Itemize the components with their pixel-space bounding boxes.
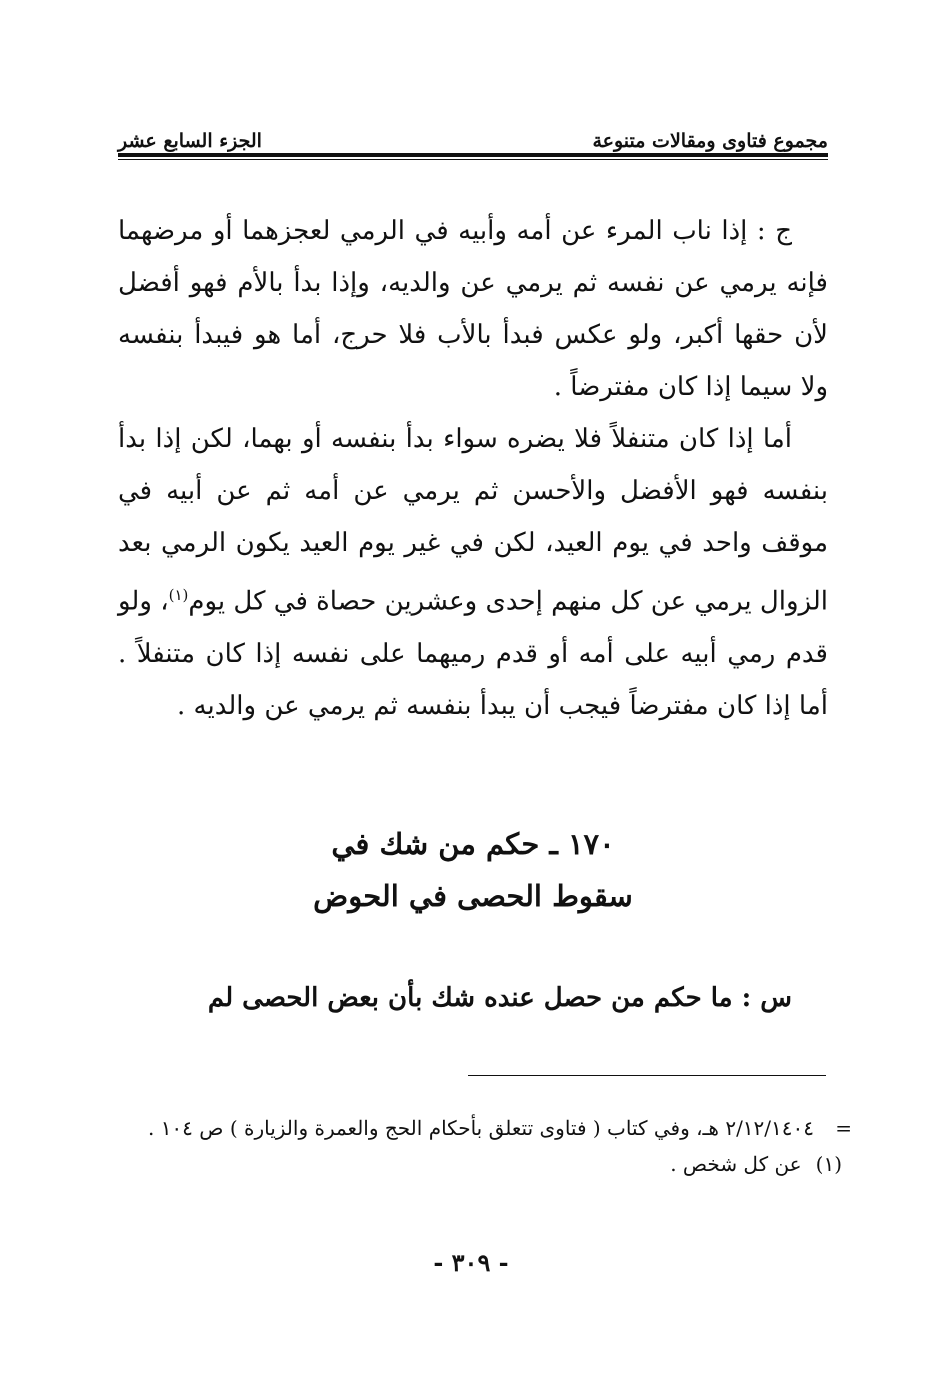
second-paragraph [118, 413, 828, 732]
footnote-continuation [112, 1110, 852, 1146]
book-title: مجموع فتاوى ومقالات متنوعة [592, 130, 828, 152]
section-title [118, 818, 828, 922]
volume-label: الجزء السابع عشر [118, 130, 262, 152]
footnote-reference: (١) [168, 586, 189, 604]
footnote-separator [468, 1075, 826, 1076]
page-number: - ٣٠٩ - [433, 1248, 509, 1277]
running-header [118, 118, 828, 152]
section-title-line-2: سقوط الحصى في الحوض [313, 879, 633, 913]
second-paragraph-end: ، ولو قدم رمي أبيه على أمه أو قدم رميهما على نفسه إذا كان متنفلاً . أما إذا كان مفترضاً فيجب أن يبدأ بنفسه ثم يرمي عن والديه . [118, 586, 828, 721]
footnote-1 [112, 1146, 852, 1182]
question-text: س : ما حكم من حصل عنده شك بأن بعض الحصى لم [207, 983, 792, 1013]
main-text [118, 205, 828, 732]
header-rule-thin [118, 159, 828, 160]
header-rule-thick [118, 153, 828, 157]
continuation-mark: = [835, 1116, 852, 1140]
section-title-line-1: ١٧٠ ـ حكم من شك في [331, 827, 615, 861]
footnote-1-text: عن كل شخص . [670, 1152, 802, 1176]
footnote-1-number: (١) [815, 1152, 842, 1176]
footnotes [112, 1110, 852, 1182]
second-paragraph-start: أما إذا كان متنفلاً فلا يضره سواء بدأ بنفسه أو بهما، لكن إذا بدأ بنفسه فهو الأفضل والأحسن ثم يرمي عن أمه ثم عن أبيه في موقف واحد في يوم العيد، لكن في غير يوم العيد يكون الرمي بعد الزوال يرمي عن كل منهم إحدى وعشرين حصاة في كل يوم [118, 424, 828, 617]
continuation-text: ٢/١٢/١٤٠٤ هـ، وفي كتاب ( فتاوى تتعلق بأحكام الحج والعمرة والزيارة ) ص ١٠٤ . [147, 1116, 814, 1140]
answer-paragraph: ج : إذا ناب المرء عن أمه وأبيه في الرمي لعجزهما أو مرضهما فإنه يرمي عن نفسه ثم يرمي عن والديه، وإذا بدأ بالأم فهو أفضل لأن حقها أكبر، ولو عكس فبدأ بالأب فلا حرج، أما هو فيبدأ بنفسه ولا سيما إذا كان مفترضاً . [118, 216, 828, 402]
